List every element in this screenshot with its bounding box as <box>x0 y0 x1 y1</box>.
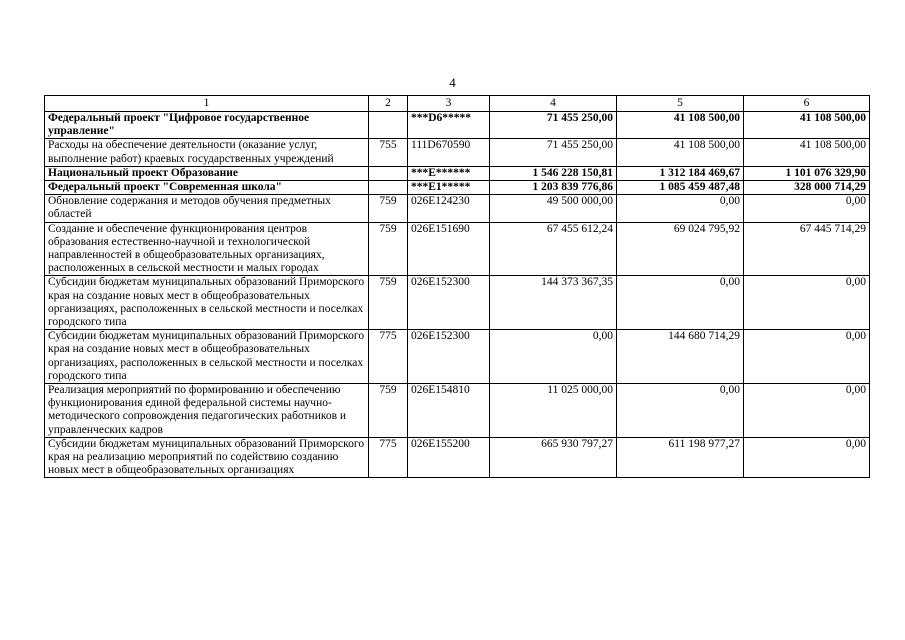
row-value-6: 0,00 <box>744 195 870 222</box>
row-value-4: 144 373 367,35 <box>490 276 617 330</box>
row-grbs: 759 <box>369 222 408 276</box>
table-row <box>45 330 870 384</box>
column-header: 2 <box>369 96 408 112</box>
table-row <box>45 384 870 438</box>
table-row <box>45 166 870 180</box>
table-row <box>45 437 870 478</box>
row-value-4: 71 455 250,00 <box>490 112 617 139</box>
table-row <box>45 139 870 166</box>
row-value-6: 0,00 <box>744 276 870 330</box>
row-name: Реализация мероприятий по формированию и обеспечению функционирования единой федеральной системы научно-методического сопровождения педагогических работников и управленческих кадров <box>45 384 369 438</box>
row-target-code: ***E1***** <box>408 181 490 195</box>
row-value-5: 144 680 714,29 <box>617 330 744 384</box>
row-value-6: 41 108 500,00 <box>744 139 870 166</box>
row-value-6: 0,00 <box>744 330 870 384</box>
table-row <box>45 276 870 330</box>
row-value-4: 1 546 228 150,81 <box>490 166 617 180</box>
row-value-5: 1 085 459 487,48 <box>617 181 744 195</box>
row-value-5: 1 312 184 469,67 <box>617 166 744 180</box>
row-grbs: 759 <box>369 195 408 222</box>
column-header: 1 <box>45 96 369 112</box>
row-value-5: 69 024 795,92 <box>617 222 744 276</box>
row-value-5: 611 198 977,27 <box>617 437 744 478</box>
row-name: Федеральный проект "Цифровое государственное управление" <box>45 112 369 139</box>
row-value-4: 67 455 612,24 <box>490 222 617 276</box>
row-value-6: 0,00 <box>744 384 870 438</box>
row-value-4: 665 930 797,27 <box>490 437 617 478</box>
row-name: Национальный проект Образование <box>45 166 369 180</box>
row-grbs: 759 <box>369 276 408 330</box>
page-number: 4 <box>449 75 456 90</box>
row-value-6: 328 000 714,29 <box>744 181 870 195</box>
row-value-5: 41 108 500,00 <box>617 139 744 166</box>
row-name: Субсидии бюджетам муниципальных образований Приморского края на создание новых мест в общеобразовательных организациях, расположенных в сельской местности и поселках городского типа <box>45 330 369 384</box>
row-grbs: 775 <box>369 437 408 478</box>
column-header: 6 <box>744 96 870 112</box>
row-target-code: 111D670590 <box>408 139 490 166</box>
row-target-code: 026E152300 <box>408 330 490 384</box>
row-value-6: 41 108 500,00 <box>744 112 870 139</box>
row-name: Федеральный проект "Современная школа" <box>45 181 369 195</box>
row-name: Субсидии бюджетам муниципальных образований Приморского края на создание новых мест в общеобразовательных организациях, расположенных в сельской местности и поселках городского типа <box>45 276 369 330</box>
row-target-code: 026E151690 <box>408 222 490 276</box>
row-value-4: 1 203 839 776,86 <box>490 181 617 195</box>
row-target-code: 026E154810 <box>408 384 490 438</box>
row-value-4: 71 455 250,00 <box>490 139 617 166</box>
row-value-6: 67 445 714,29 <box>744 222 870 276</box>
row-grbs <box>369 112 408 139</box>
header-row <box>45 96 870 112</box>
row-grbs: 755 <box>369 139 408 166</box>
row-value-4: 11 025 000,00 <box>490 384 617 438</box>
table-row <box>45 222 870 276</box>
row-target-code: 026E155200 <box>408 437 490 478</box>
column-header: 4 <box>490 96 617 112</box>
table-row <box>45 181 870 195</box>
row-value-6: 1 101 076 329,90 <box>744 166 870 180</box>
column-header: 3 <box>408 96 490 112</box>
row-value-5: 0,00 <box>617 195 744 222</box>
row-name: Субсидии бюджетам муниципальных образований Приморского края на реализацию мероприятий по содействию созданию новых мест в общеобразовательных организациях <box>45 437 369 478</box>
row-target-code: 026E124230 <box>408 195 490 222</box>
row-value-4: 49 500 000,00 <box>490 195 617 222</box>
column-header: 5 <box>617 96 744 112</box>
budget-table <box>44 95 870 478</box>
row-target-code: 026E152300 <box>408 276 490 330</box>
row-target-code: ***E****** <box>408 166 490 180</box>
row-name: Обновление содержания и методов обучения предметных областей <box>45 195 369 222</box>
row-name: Расходы на обеспечение деятельности (оказание услуг, выполнение работ) краевых государственных учреждений <box>45 139 369 166</box>
row-value-6: 0,00 <box>744 437 870 478</box>
row-target-code: ***D6***** <box>408 112 490 139</box>
row-grbs: 759 <box>369 384 408 438</box>
row-value-4: 0,00 <box>490 330 617 384</box>
row-value-5: 41 108 500,00 <box>617 112 744 139</box>
row-value-5: 0,00 <box>617 276 744 330</box>
row-value-5: 0,00 <box>617 384 744 438</box>
table-row <box>45 112 870 139</box>
row-grbs <box>369 181 408 195</box>
row-grbs: 775 <box>369 330 408 384</box>
table-row <box>45 195 870 222</box>
row-grbs <box>369 166 408 180</box>
row-name: Создание и обеспечение функционирования центров образования естественно-научной и технологической направленностей в общеобразовательных организациях, расположенных в сельской местности и малых городах <box>45 222 369 276</box>
